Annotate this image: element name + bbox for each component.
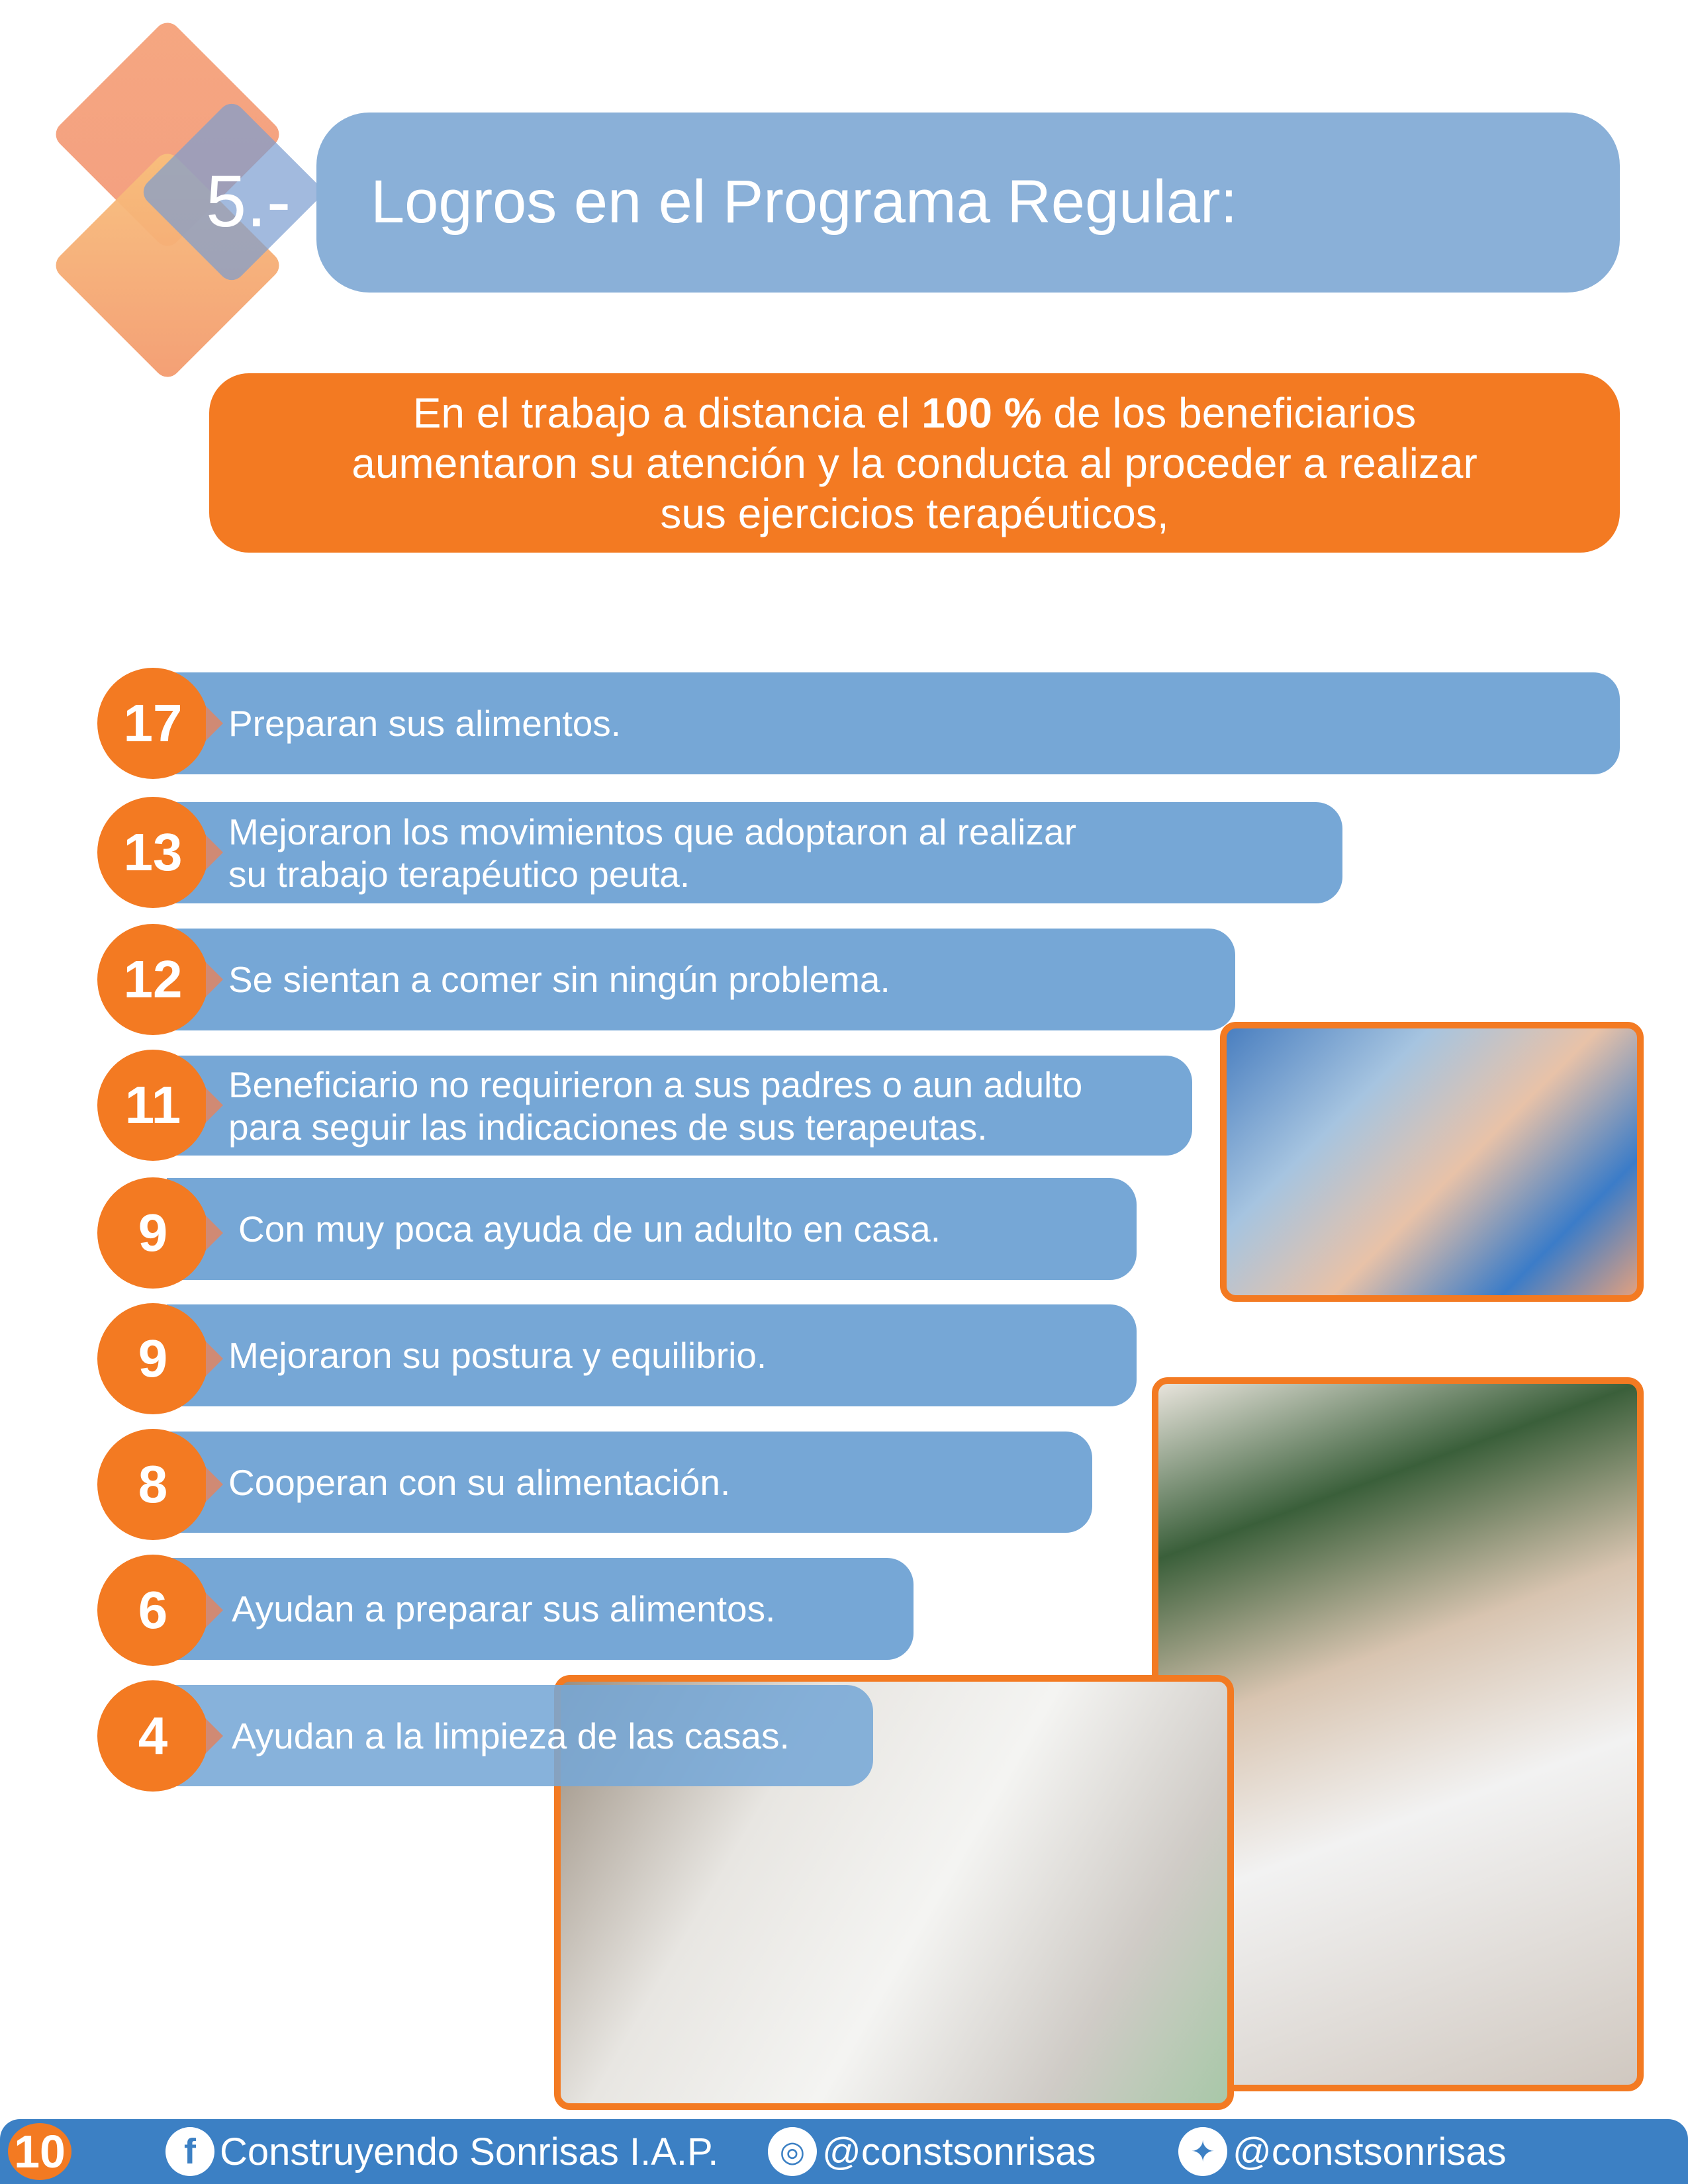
achievement-text: Ayudan a preparar sus alimentos. (232, 1588, 776, 1629)
page-number: 10 (8, 2123, 71, 2180)
instagram-link[interactable] (768, 2127, 1096, 2176)
achievement-bar (167, 1304, 1137, 1406)
highlight-line-2: aumentaron su atención y la conducta al proceder a realizar (352, 439, 1477, 487)
achievement-count: 13 (97, 797, 209, 908)
highlight-box (209, 373, 1620, 553)
achievement-count: 17 (97, 668, 209, 779)
achievement-bar (167, 1685, 873, 1786)
twitter-label: @constsonrisas (1233, 2130, 1507, 2173)
achievement-text: Beneficiario no requirieron a sus padres o aun adulto (228, 1064, 1083, 1105)
photo-child-eating (1220, 1022, 1644, 1302)
highlight-line-1: En el trabajo a distancia el 100 % de los beneficiarios (412, 388, 1417, 437)
achievement-text: Con muy poca ayuda de un adulto en casa. (238, 1208, 941, 1250)
achievement-text-line2: su trabajo terapéutico peuta. (228, 853, 690, 895)
achievement-bar (167, 1178, 1137, 1280)
twitter-icon: ✦ (1178, 2127, 1227, 2176)
achievement-count: 9 (97, 1303, 209, 1414)
footer (0, 2119, 1688, 2184)
section-title: Logros en el Programa Regular: (371, 168, 1238, 236)
highlight-line-3: sus ejercicios terapéuticos, (660, 489, 1169, 537)
facebook-label: Construyendo Sonrisas I.A.P. (220, 2130, 719, 2173)
achievement-count: 12 (97, 924, 209, 1035)
achievement-count: 9 (97, 1177, 209, 1289)
achievement-bar (167, 1056, 1192, 1156)
section-number: 5.- (206, 161, 291, 242)
achievement-bar (167, 929, 1235, 1030)
achievement-bar (167, 1432, 1092, 1533)
achievement-text: Preparan sus alimentos. (228, 703, 622, 744)
facebook-icon: f (165, 2127, 214, 2176)
achievement-count: 6 (97, 1555, 209, 1666)
twitter-link[interactable] (1178, 2127, 1506, 2176)
achievement-text: Cooperan con su alimentación. (228, 1461, 731, 1503)
achievement-text-line2: para seguir las indicaciones de sus terapeutas. (228, 1106, 988, 1148)
achievement-count: 4 (97, 1680, 209, 1792)
achievement-bar (167, 672, 1620, 774)
facebook-link[interactable] (165, 2127, 718, 2176)
achievement-text: Mejoraron los movimientos que adoptaron al realizar (228, 811, 1076, 852)
achievement-count: 8 (97, 1429, 209, 1540)
achievement-count: 11 (97, 1050, 209, 1161)
achievement-text: Mejoraron su postura y equilibrio. (228, 1335, 767, 1376)
achievement-text: Se sientan a comer sin ningún problema. (228, 959, 890, 1000)
achievement-bar (167, 1558, 914, 1660)
instagram-icon: ◎ (768, 2127, 817, 2176)
achievement-text: Ayudan a la limpieza de las casas. (232, 1715, 790, 1756)
achievement-bar (167, 802, 1342, 903)
instagram-label: @constsonrisas (822, 2130, 1096, 2173)
